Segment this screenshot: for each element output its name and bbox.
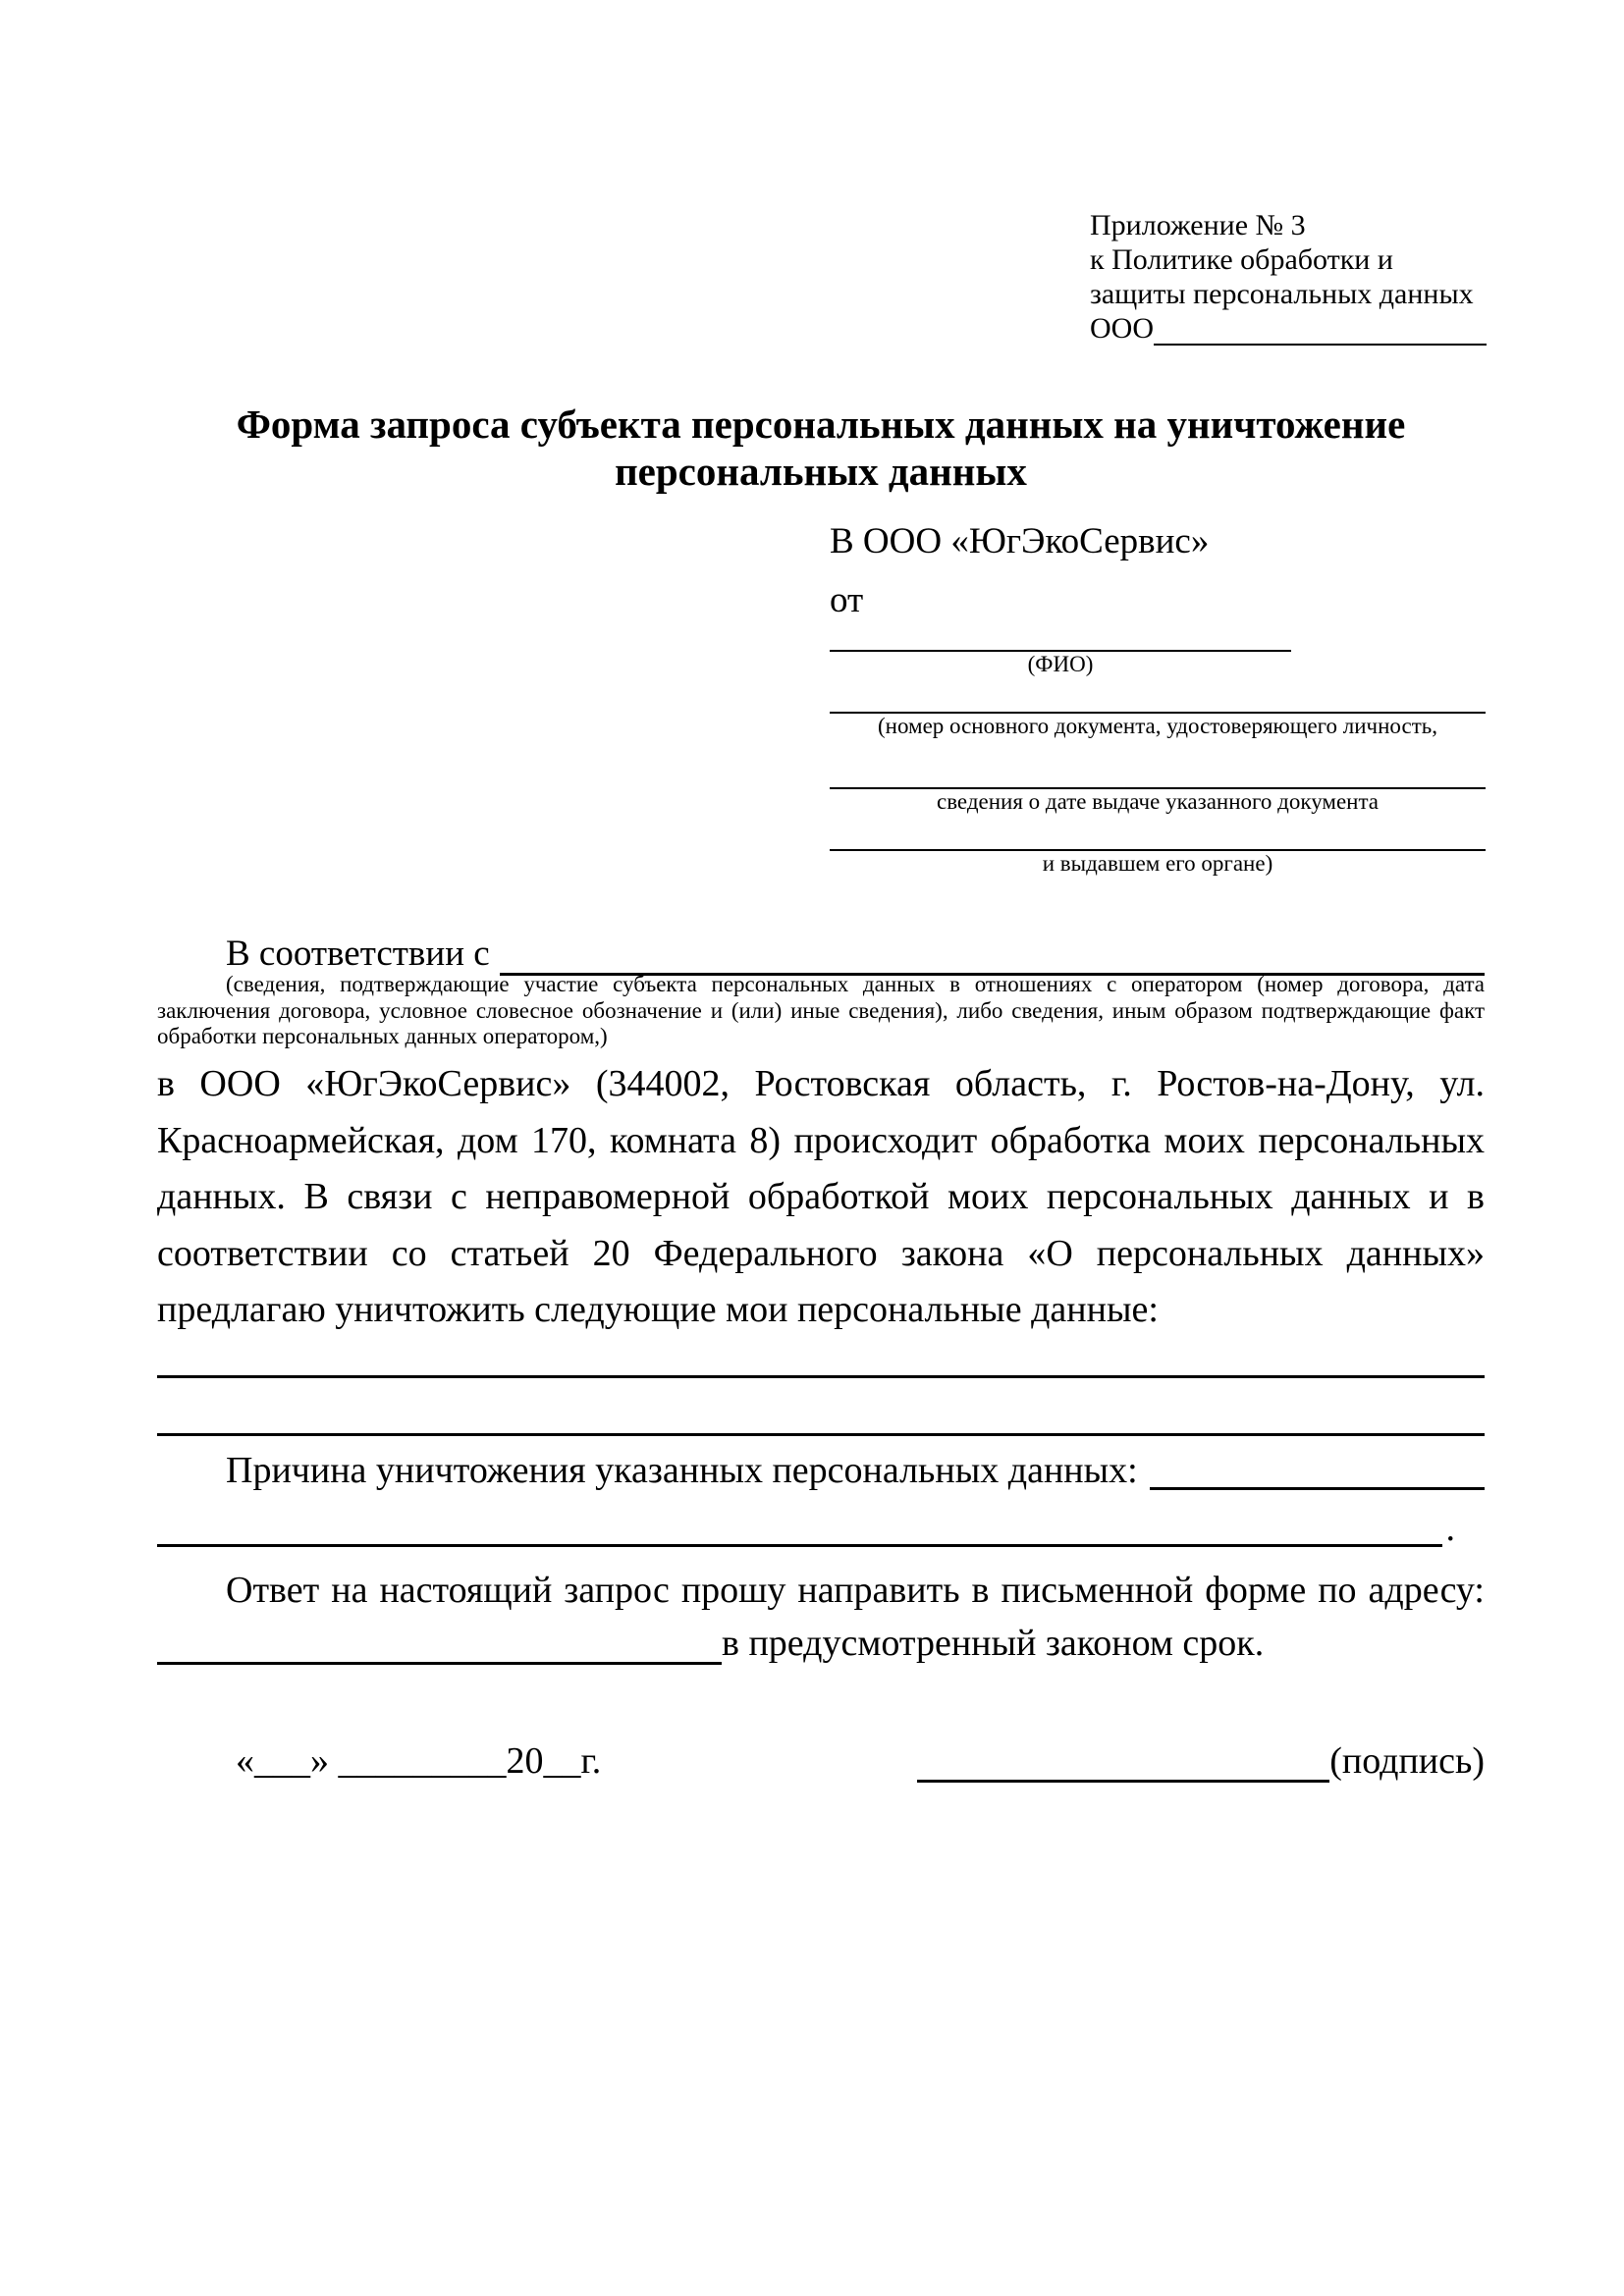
signature-blank-line (917, 1775, 1329, 1783)
response-address-row (157, 1622, 1485, 1665)
page-title-text: Форма запроса субъекта персональных данных на уничтожение персональных данных (236, 401, 1406, 494)
reason-blank-line-2 (157, 1539, 1442, 1547)
response-sentence: Ответ на настоящий запрос прошу направить в письменной форме по адресу: (226, 1570, 1485, 1611)
personal-data-blank-line-2 (157, 1407, 1485, 1436)
from-label: от (830, 580, 864, 620)
date-line: «___» _________20__г. (236, 1740, 602, 1782)
response-tail-text: в предусмотренный законом срок. (722, 1623, 1265, 1664)
org-name-blank-line (1154, 340, 1487, 346)
signature-group (917, 1739, 1485, 1783)
reason-blank-line (1150, 1482, 1485, 1490)
issue-date-blank-line (830, 739, 1486, 789)
date-signature-row (157, 1739, 1485, 1783)
signature-caption: (подпись) (1329, 1740, 1485, 1782)
addressee-block (830, 520, 1486, 877)
appendix-line-2: к Политике обработки и (1090, 243, 1393, 276)
document-number-caption: (номер основного документа, удостоверяющего личность, (877, 714, 1437, 738)
body-paragraph: в ООО «ЮгЭкоСервис» (344002, Ростовская область, г. Ростов-на-Дону, ул. Красноармейская, дом 170, комната 8) происходит обработка моих персональных данных. В связи с неправомерной обработкой моих персональных данных и в соответствии со статьей 20 Федерального закона «О персональных данных» предлагаю уничтожить следующие мои персональные данные: (157, 1063, 1485, 1330)
appendix-line-1: Приложение № 3 (1090, 209, 1306, 241)
issue-date-caption: сведения о дате выдаче указанного документа (936, 789, 1380, 814)
issuing-authority-blank-line (830, 815, 1486, 851)
reason-label: Причина уничтожения указанных персональных данных: (226, 1450, 1138, 1491)
appendix-note (1090, 208, 1487, 346)
appendix-line-3: защиты персональных данных (1090, 278, 1474, 310)
reason-row (157, 1451, 1485, 1490)
org-name-row (1090, 311, 1487, 346)
accordance-row (157, 933, 1485, 976)
org-prefix: ООО (1090, 312, 1154, 345)
personal-data-blank-line-1 (157, 1349, 1485, 1378)
accordance-note: (сведения, подтверждающие участие субъекта персональных данных в отношениях с оператором (номер договора, дата заключения договора, условное словесное обозначение и (или) иные сведения), либо сведения, иным образом подтверждающие факт обработки персональных данных оператором,) (157, 972, 1485, 1048)
page-title (157, 400, 1485, 495)
address-blank-line (157, 1657, 722, 1665)
reason-period: . (1445, 1508, 1455, 1549)
fio-blank-line (830, 622, 1291, 652)
accordance-lead: В соответствии с (226, 934, 490, 974)
reason-continuation-row (157, 1510, 1485, 1547)
issuing-authority-caption: и выдавшем его органе) (1042, 851, 1273, 876)
fio-caption: (ФИО) (1027, 652, 1094, 676)
addressee-to: В ООО «ЮгЭкоСервис» (830, 521, 1210, 561)
document-number-blank-line (830, 677, 1486, 714)
